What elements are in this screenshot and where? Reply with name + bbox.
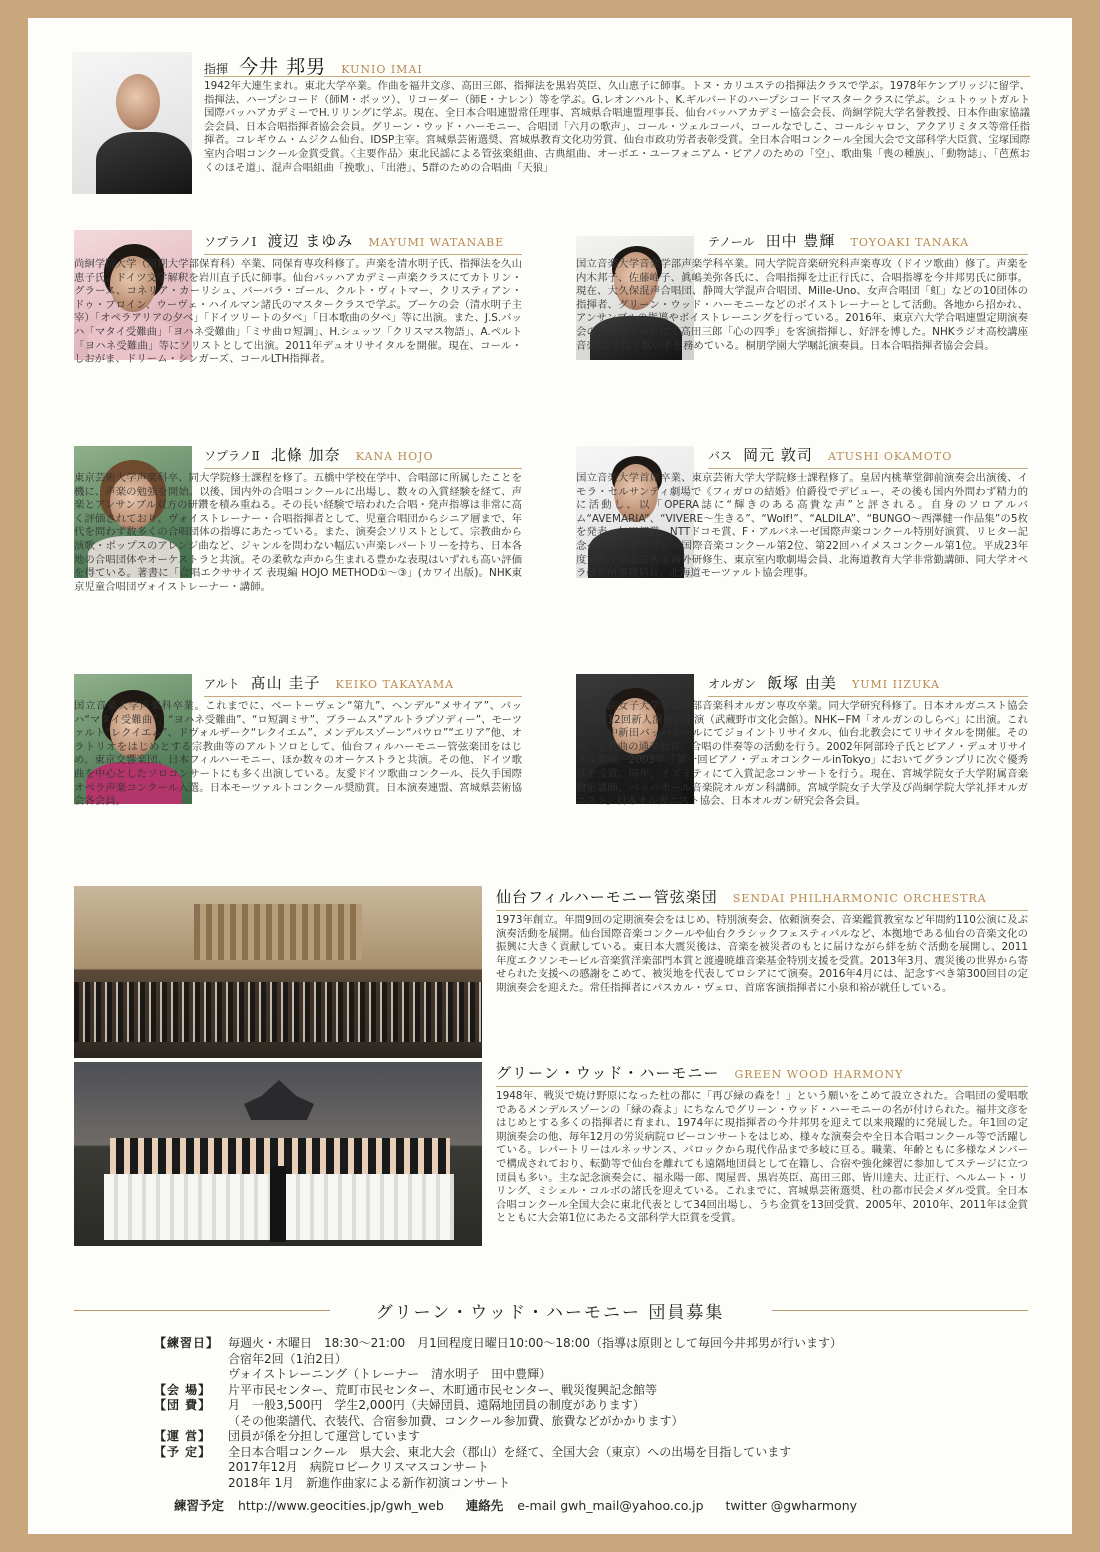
conductor-header xyxy=(204,52,1030,77)
tenor-role: テノール xyxy=(708,235,755,249)
recruit-label-practice: 【練習日】 xyxy=(154,1336,220,1350)
alto-bio: 国立音楽大学声楽科卒業。これまでに、ベートーヴェン“第九”、ヘンデル“メサイア”、バッハ“マタイ受難曲”、“ヨハネ受難曲”、“ロ短調ミサ”、ブラームス“アルトラプソディー”、モーツァルト“レクイエム”、ドヴォルザーク“レクイエム”、メンデルスゾーン“パウロ”“エリア”他、オラトリオをはじめとする宗教曲等のアルトソロとして、仙台フィルハーモニー管弦楽団をはじめ、東京交響楽団、日本フィルハーモニー、ほか数々のオーケストラと共演。その他、ドイツ歌曲を中心としたソロコンサートにも多く出演している。友愛ドイツ歌曲コンクール、長久手国際オペラ声楽コンクール入選。日本モーツァルトコンクール奨励賞。日本演奏連盟、宮城県芸術協会各会員。 xyxy=(74,700,522,808)
orchestra-name: 仙台フィルハーモニー管弦楽団 xyxy=(496,888,718,906)
recruit-value: ヴォイストレーニング（トレーナー 清水明子 田中豊輝） xyxy=(228,1367,552,1381)
recruit-rule-right xyxy=(772,1310,1028,1311)
tenor-header xyxy=(708,230,1028,255)
recruit-row xyxy=(154,1429,974,1445)
alto-name: 髙山 圭子 xyxy=(250,674,321,692)
recruit-label-fee: 【団 費】 xyxy=(154,1398,212,1412)
tenor-bio: 国立音楽大学音楽学部声楽学科卒業。同大学院音楽研究科声楽専攻（ドイツ歌曲）修了。声楽を内木邦子、佐藤峰子、眞嶋美弥各氏に、合唱指揮を辻正行氏に、合唱指導を今井邦男氏に師事。現在、大久保混声合唱団、静岡大学混声合唱団、Mille-Uno、女声合唱団「虹」などの10団体の指揮者、グリーン・ウッド・ハーモニーなどのボイストレーナーとして活動。各地から招かれ、アンサンブルの指導やボイストレーニングを行っている。2016年、東京六大学合唱連盟定期演奏会の合同ステージにて高田三郎「心の四季」を客演指揮し、好評を博した。NHKラジオ高校講座音楽Ⅰにて長く歌い手を務めている。桐朋学園大学嘱託演奏員。日本合唱指揮者協会会員。 xyxy=(576,258,1028,352)
soprano2-role: ソプラノⅡ xyxy=(204,449,260,463)
recruit-value: 月 一般3,500円 学生2,000円（夫婦団員、遠隔地団員の制度があります） xyxy=(228,1398,645,1412)
soprano2-roman-name: KANA HOJO xyxy=(355,450,434,463)
soprano1-role: ソプラノⅠ xyxy=(204,235,257,249)
soprano2-bio: 東京芸術大学声楽科卒、同大学院修士課程を修了。五橋中学校在学中、合唱部に所属したことを機に、声楽の勉強を開始。以後、国内外の合唱コンクールに出場し、数々の入賞経験を経て、声楽とアンサンブル双方の研鑽を積み重ねる。その長い経験で培われた合唱・発声指導は非常に高く評価されており、ヴォイストレーナー・合唱指揮者として、児童合唱団からシニア層まで、年代を問わず数多くの合唱団体の指導にあたっている。また、演奏会ソリストとして、宗教曲から演歌・ポップスのアレンジ曲など、ジャンルを問わない幅広い声楽レパートリーを持ち、日本各地の合唱団体やオーケストラと共演。その柔軟な声から生まれる豊かな表現はいずれも高い評価を得ている。著書に「合唱エクササイズ 表現編 HOJO METHOD①～③」(カワイ出版)。NHK東京児童合唱団ヴォイストレーナー・講師。 xyxy=(74,472,522,593)
conductor-bio: 1942年大連生まれ。東北大学卒業。作曲を福井文彦、高田三郎、指揮法を黒岩英臣、久山恵子に師事。トヌ・カリユステの指揮法クラスで学ぶ。1978年ケンブリッジに留学、指揮法、ハープシコード（師M・ポッツ）、リコーダー（師E・ナレン）等を学ぶ。G.レオンハルト、K.ギルバードのハープシコードマスタークラスに学ぶ。シュトゥットガルト国際バッハアカデミーでH.リリングに学ぶ。現在、全日本合唱連盟常任理事、宮城県合唱連盟理事長、仙台バッハアカデミー協会会長、尚絅学院大学名誉教授、日本作曲家協議会会員、日本合唱指揮者協会会員。グリーン・ウッド・ハーモニー、合唱団「六月の歌声」、コール・ツェルコーバ、コールなでしこ、コールシャロン、アクアリミタス等常任指揮者。コレギウム・ムジクム仙台、IDSP主宰。宮城県芸術選奨、宮城県教育文化功労賞、仙台市政功労者表彰受賞。全日本合唱コンクール全国大会で文部科学大臣賞、宝塚国際室内合唱コンクール金賞受賞。〈主要作品〉東北民謡による管弦楽組曲、古典組曲、オーボエ・ユーフォニアム・ピアノのための「空」、歌曲集「喪の種族」、「動物誌」、「芭蕉おくのほそ道」、混声合唱組曲「挽歌」、「出港」、5群のための合唱曲「天狼」 xyxy=(204,80,1030,174)
recruit-value: 2017年12月 病院ロビークリスマスコンサート xyxy=(228,1460,489,1474)
conductor-photo xyxy=(72,52,192,194)
footer-email-link[interactable]: e-mail gwh_mail@yahoo.co.jp xyxy=(517,1498,704,1513)
tenor-name: 田中 豊輝 xyxy=(765,232,836,250)
choir-name: グリーン・ウッド・ハーモニー xyxy=(496,1064,720,1082)
recruit-row xyxy=(154,1383,974,1399)
alto-roman-name: KEIKO TAKAYAMA xyxy=(335,678,455,691)
recruit-row xyxy=(154,1336,974,1383)
organ-bio: 宮城学院女子大学学芸学部音楽科オルガン専攻卒業。同大学研究科修了。日本オルガニスト協会主催第12回新人演奏会出演（武蔵野市文化会館）。NHK−FM「オルガンのしらべ」に出演。これまで、中新田バッハホールにてジョイントリサイタル、仙台北教会にてリサイタルを開催。その他、宗教曲の通奏低音、合唱の伴奏等の活動を行う。2002年阿部玲子氏とピアノ・デュオリサイタル開催。2003年「第一回ピアノ・デュオコンクールinTokyo」においてグランプリに次ぐ優秀賞を受賞。同年、イズミティにて入賞記念コンサートを行う。現在、宮城学院女子大学附属音楽教室講師。バッハホール音楽院オルガン科講師。宮城学院女子大学及び尚絅学院大学礼拝オルガニスト。日本オルガニスト協会、日本オルガン研究会各会員。 xyxy=(576,700,1028,808)
organ-pipes xyxy=(194,904,362,960)
conductor-roman-name: KUNIO IMAI xyxy=(341,63,423,76)
soprano1-name: 渡辺 まゆみ xyxy=(267,232,354,250)
orchestra-bio: 1973年創立。年間9回の定期演奏会をはじめ、特別演奏会、依頼演奏会、音楽鑑賞教室など年間約110公演に及ぶ演奏活動を展開。仙台国際音楽コンクールや仙台クラシックフェスティバルなど、本拠地である仙台の音楽文化の振興に大きく貢献している。東日本大震災後は、音楽を被災者のもとに届けながら絆を紡ぐ活動を展開し、2011年度エクソンモービル音楽賞洋楽部門本賞と渡邊暁雄音楽基金特別支援を受賞。2013年3月、震災後の世界から寄せられた支援への感謝をこめて、被災地を代表してロシアにて演奏。2016年4月には、記念すべき第300回目の定期演奏会を迎えた。常任指揮者にパスカル・ヴェロ、首席客演指揮者に小泉和裕が就任している。 xyxy=(496,914,1028,994)
recruit-value: 片平市民センター、荒町市民センター、木町通市民センター、戦災復興記念館等 xyxy=(228,1382,658,1397)
choir-bio: 1948年、戦災で焼け野原になった杜の都に「再び緑の森を！」という願いをこめて設立された。合唱団の愛唱歌であるメンデルスゾーンの「緑の森よ」にちなんでグリーン・ウッド・ハーモニーの名が付けられた。福井文彦をはじめとする多くの指揮者に育まれ、1974年に現指揮者の今井邦男を迎えて以来飛躍的に発展した。年1回の定期演奏会の他、毎年12月の労災病院ロビーコンサートをはじめ、様々な演奏会や全日本合唱コンクール等で活躍している。レパートリーはルネッサンス、バロックから現代作品まで多岐に亘る。職業、年齢ともに多様なメンバーで構成されており、転勤等で仙台を離れても遠隔地団員として在籍し、合宿や強化練習に参加してステージに立つ団員も多い。主な記念演奏会に、福永陽一郎、関屋晋、黒岩英臣、髙田三郎、皆川達夫、辻正行、ヘルムート・リリング、ミシェル・コルボの諸氏を迎えている。これまでに、宮城県芸術選奨、杜の都市民会メダル受賞。全日本合唱コンクール全国大会に東北代表として34回出場し、うち金賞を13回受賞、2005年、2010年、2011年は金賞とともに大会第1位にあたる文部科学大臣賞を受賞。 xyxy=(496,1090,1028,1225)
conductor-name: 今井 邦男 xyxy=(239,56,327,78)
soprano1-bio: 尚絅学院大学（短期大学部保育科）卒業、同保育専攻科修了。声楽を清水明子氏、指揮法を久山恵子氏、ドイツ文学解釈を岩川直子氏に師事。仙台バッハアカデミー声楽クラスにてカトリン・グラース、コネリア・カーリシュ、バーバラ・ゴール、クルト・ヴィトマー、クリスティアン・ドゥ・ブロイン、ウーヴェ・ハイルマン諸氏のマスタークラスで学ぶ。ブーケの会（清水明子主宰）「オペラアリアの夕べ」「ドイツリートの夕べ」「日本歌曲の夕べ」等に出演。また、J.S.バッハ「マタイ受難曲」「ヨハネ受難曲」「ミサ曲ロ短調」、H.シュッツ「クリスマス物語」、A.ペルト「ヨハネ受難曲」等にソリストとして出演。2011年デュオリサイタルを開催。現在、コール・しおがま、ドリーム・シンガーズ、コールLTH指揮者。 xyxy=(74,258,522,366)
recruit-label-venue: 【会 場】 xyxy=(154,1382,212,1397)
soprano1-header xyxy=(204,230,522,255)
organ-name: 飯塚 由美 xyxy=(767,674,837,692)
conductor-role: 指揮 xyxy=(204,62,229,76)
orchestra-roman-name: SENDAI PHILHARMONIC ORCHESTRA xyxy=(732,892,987,905)
orchestra-photo xyxy=(74,886,482,1058)
organ-header xyxy=(708,672,1028,697)
bass-role: バス xyxy=(708,449,733,463)
recruit-value: （その他楽譜代、衣装代、合宿参加費、コンクール参加費、旅費などがかかります） xyxy=(228,1413,684,1428)
soprano2-name: 北條 加奈 xyxy=(270,446,341,464)
recruit-value: 合宿年2回（1泊2日） xyxy=(228,1351,347,1366)
choir-roman-name: GREEN WOOD HARMONY xyxy=(734,1068,904,1081)
flyer-sheet xyxy=(28,18,1072,1534)
recruit-label-schedule: 【予 定】 xyxy=(154,1444,212,1459)
tenor-roman-name: TOYOAKI TANAKA xyxy=(850,236,970,249)
bass-roman-name: ATUSHI OKAMOTO xyxy=(827,450,953,463)
recruit-value: 毎週火・木曜日 18:30～21:00 月1回程度日曜日10:00～18:00（指導は原則として毎回今井邦男が行います） xyxy=(228,1336,842,1350)
soprano2-header xyxy=(204,444,522,469)
bass-bio: 国立音楽大学首席卒業、東京芸術大学大学院修士課程修了。皇居内桃華堂御前演奏会出演後、イモラ・セルサンティ劇場で《フィガロの結婚》伯爵役でデビュー、その後も国内外問わず精力的に活動し、以「OPERA誌に“輝きのある高貴な声”と評される。自身のソロアルバム“AVEMARIA”、“VIVERE～生きる”、“Wolf!”、“ALDILA”、“BUNGO～西澤健一作品集”の5枚を発表。矢田部賞、NTTドコモ賞、F・アルバネーゼ国際声楽コンクール特別好演賞、リヒター記念ベーゼンドルファー国際音楽コンクール第2位、第22回ハイメスコンクール第1位。平成23年度文化庁新進芸術家海外研修生、東京室内歌劇場会員、北海道教育大学非常勤講師、同大学オペラ研究所事務局長、北海道モーツァルト協会理事。 xyxy=(576,472,1028,580)
recruit-table xyxy=(154,1336,974,1491)
choir-header xyxy=(496,1062,1028,1087)
recruit-value: 団員が係を分担して運営しています xyxy=(228,1429,421,1443)
recruit-value: 2018年 1月 新進作曲家による新作初演コンサート xyxy=(228,1475,510,1490)
organ-roman-name: YUMI IIZUKA xyxy=(851,678,940,691)
recruit-row xyxy=(154,1398,974,1429)
bass-name: 岡元 敦司 xyxy=(743,446,813,464)
footer-url-link[interactable]: http://www.geocities.jp/gwh_web xyxy=(238,1498,444,1513)
footer-schedule-label: 練習予定 xyxy=(174,1498,225,1513)
orchestra-players xyxy=(74,982,482,1042)
recruit-row xyxy=(154,1445,974,1492)
footer-twitter-link[interactable]: twitter @gwharmony xyxy=(725,1498,858,1513)
choir-photo xyxy=(74,1062,482,1246)
organ-role: オルガン xyxy=(708,677,757,691)
castle-silhouette xyxy=(244,1080,314,1120)
footer-contact-label: 連絡先 xyxy=(465,1498,504,1513)
recruit-label-management: 【運 営】 xyxy=(154,1429,212,1443)
choir-conductor xyxy=(270,1166,286,1242)
alto-role: アルト xyxy=(204,677,240,691)
soprano1-roman-name: MAYUMI WATANABE xyxy=(368,236,505,249)
recruit-title: グリーン・ウッド・ハーモニー 団員募集 xyxy=(375,1303,725,1323)
alto-header xyxy=(204,672,522,697)
orchestra-header xyxy=(496,886,1028,911)
bass-header xyxy=(708,444,1028,469)
footer xyxy=(174,1496,875,1514)
recruit-value: 全日本合唱コンクール 県大会、東北大会（郡山）を経て、全国大会（東京）への出場を目指しています xyxy=(228,1444,792,1459)
